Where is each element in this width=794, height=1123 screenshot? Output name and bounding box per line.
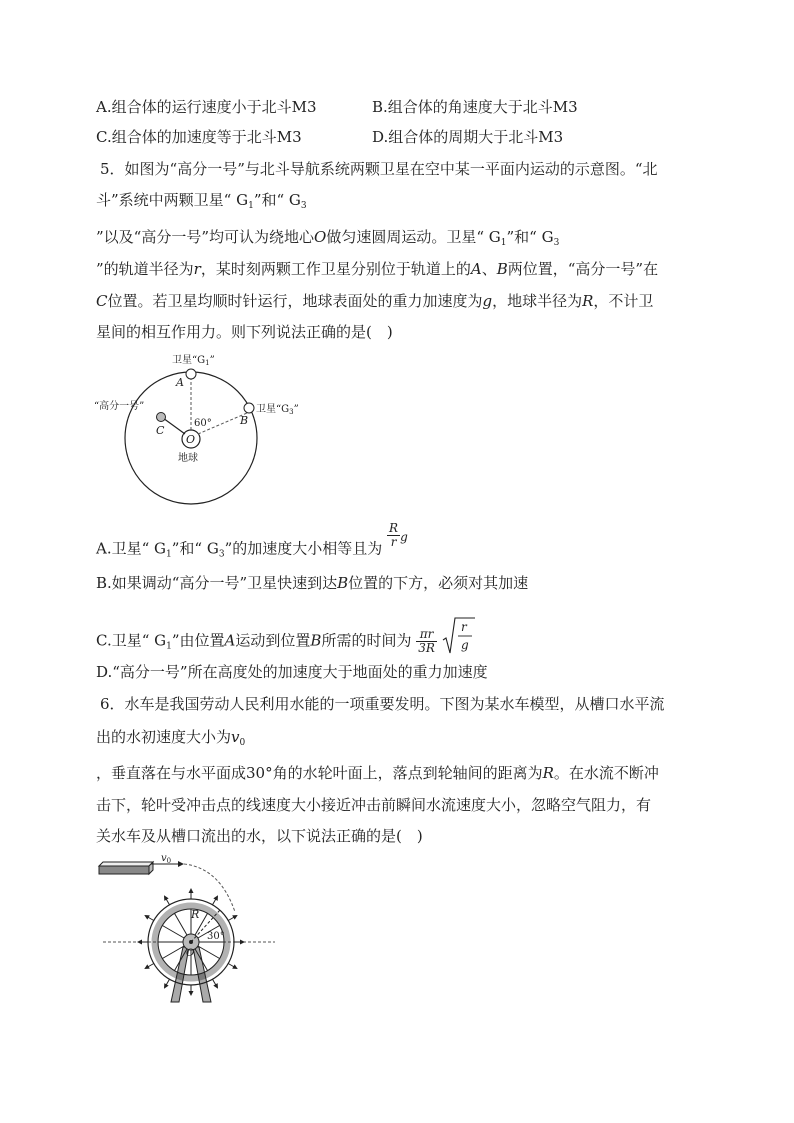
paddle-arrowhead — [189, 888, 194, 893]
label-gaofen: “高分一号” — [94, 401, 145, 412]
center-label: O — [186, 433, 196, 446]
label-earth: 地球 — [178, 453, 198, 464]
label-r: R — [191, 908, 200, 921]
q5-option-d: D.“高分一号”所在高度处的加速度大于地面处的重力加速度 — [96, 663, 488, 681]
q5-line-4: ”的轨道半径为r，某时刻两颗工作卫星分别位于轨道上的A、B两位置，“高分一号”在 — [96, 260, 659, 278]
q4-option-d: D.组合体的周期大于北斗M3 — [372, 128, 564, 146]
satellite-b — [244, 403, 254, 413]
q6-line-2: 出的水初速度大小为$v_0$ — [96, 728, 246, 748]
sqrt-sign — [442, 616, 476, 667]
q5-option-c: C.卫星“ $G_1$”由位置A运动到位置B所需的时间为 $\frac{\pi r}{3R}$ r g — [96, 616, 476, 667]
q6-line-1: 6．水车是我国劳动人民利用水能的一项重要发明。下图为某水车模型，从槽口水平流 — [100, 695, 665, 713]
label-o: O — [186, 948, 195, 959]
q4-option-a: A.组合体的运行速度小于北斗M3 — [96, 98, 317, 116]
q5-line-2: 斗”系统中两颗卫星“ $G_1$”和“ $G_3$ — [96, 191, 307, 211]
label-b: B — [240, 414, 249, 427]
q5-line-1: 5．如图为“高分一号”与北斗导航系统两颗卫星在空中某一平面内运动的示意图。“北 — [100, 160, 658, 178]
label-sat3: 卫星“$G_3$” — [256, 404, 299, 416]
svg-text:r: r — [460, 620, 467, 634]
q6-line-5: 关水车及从槽口流出的水，以下说法正确的是( ) — [96, 827, 423, 845]
wheel-paddle — [213, 899, 217, 905]
fraction-r-over-r: $\frac{R}{r}$ — [389, 521, 399, 549]
label-angle-60: 60° — [194, 418, 212, 429]
wheel-paddle — [166, 979, 170, 985]
fraction-pi-r-over-3r: $\frac{\pi r}{3R}$ — [418, 627, 435, 655]
paddle-arrowhead — [240, 940, 245, 945]
q5-line-3: ”以及“高分一号”均可认为绕地心O做匀速圆周运动。卫星“ $G_1$”和“ $G_3$ — [96, 228, 560, 248]
paddle-arrowhead — [189, 991, 194, 996]
radius-to-c — [163, 418, 185, 434]
q4-option-c: C.组合体的加速度等于北斗M3 — [96, 128, 302, 146]
q5-line-6: 星间的相互作用力。则下列说法正确的是( ) — [96, 323, 393, 341]
satellite-a — [186, 369, 196, 379]
q5-line-5: C位置。若卫星均顺时针运行，地球表面处的重力加速度为g，地球半径为R，不计卫 — [96, 292, 654, 310]
q6-line-3: ，垂直落在与水平面成30°角的水轮叶面上，落点到轮轴间的距离为R。在水流不断冲 — [96, 764, 659, 782]
wheel-paddle — [148, 917, 154, 921]
label-angle-30: 30° — [207, 931, 225, 942]
label-a: A — [176, 376, 184, 389]
q4-option-b: B.组合体的角速度大于北斗M3 — [372, 98, 578, 116]
q6-line-4: 击下，轮叶受冲击点的线速度大小接近冲击前瞬间水流速度大小，忽略空气阻力，有 — [96, 796, 652, 814]
label-v0: $v_0$ — [161, 853, 172, 865]
wheel-spoke — [175, 913, 188, 935]
q5-option-a: A.卫星“ $G_1$”和“ $G_3$”的加速度大小相等且为 $\frac{R}{r}$ $^g$ — [96, 521, 408, 560]
water-trough — [99, 862, 153, 866]
label-sat1: 卫星“$G_1$” — [172, 355, 215, 367]
wheel-paddle — [148, 964, 154, 968]
wheel-spoke — [162, 926, 184, 939]
wheel-paddle — [228, 917, 234, 921]
q5-option-b: B.如果调动“高分一号”卫星快速到达B位置的下方，必须对其加速 — [96, 574, 529, 592]
paddle-arrowhead — [137, 940, 142, 945]
svg-text:g: g — [460, 638, 469, 652]
water-wheel-diagram — [95, 852, 285, 1012]
wheel-paddle — [166, 899, 170, 905]
satellite-orbit-diagram — [90, 350, 299, 510]
satellite-c — [157, 413, 166, 422]
wheel-paddle — [228, 964, 234, 968]
label-c: C — [156, 424, 165, 437]
wheel-paddle — [213, 979, 217, 985]
